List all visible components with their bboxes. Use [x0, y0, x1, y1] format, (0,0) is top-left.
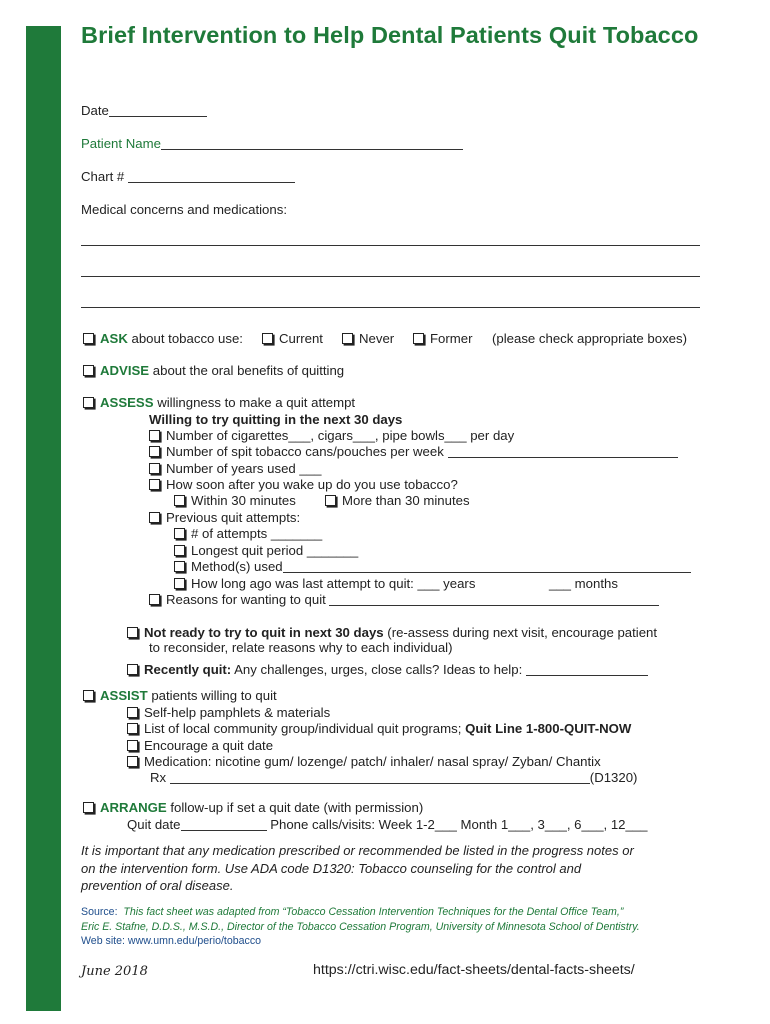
years-item — [149, 461, 321, 476]
ask-keyword: ASK — [100, 331, 128, 346]
years-checkbox[interactable] — [149, 463, 160, 474]
arrange-checkbox[interactable] — [83, 802, 94, 813]
quit-date-label: Quit date — [127, 817, 181, 832]
spit-item — [149, 444, 678, 459]
chart-number-label: Chart # — [81, 169, 125, 184]
ask-note: (please check appropriate boxes) — [492, 331, 687, 346]
willing-heading: Willing to try quitting in the next 30 days — [149, 412, 403, 427]
quit-date-row — [127, 817, 648, 832]
assist-keyword: ASSIST — [100, 688, 148, 703]
programs-label: List of local community group/individual quit programs; — [144, 721, 462, 736]
medication-checkbox[interactable] — [127, 756, 138, 767]
assess-row — [83, 395, 355, 410]
more-30-item — [325, 493, 470, 508]
methods-label: Method(s) used — [191, 559, 283, 574]
recently-quit-item — [127, 662, 648, 677]
how-long-checkbox[interactable] — [174, 578, 185, 589]
source-line-1: This fact sheet was adapted from “Tobacco Cessation Intervention Techniques for the Dental Office Team,” — [123, 906, 624, 918]
encourage-item — [127, 738, 273, 753]
reasons-checkbox[interactable] — [149, 594, 160, 605]
source-label: Source: — [81, 906, 118, 918]
current-checkbox[interactable] — [262, 333, 273, 344]
never-checkbox[interactable] — [342, 333, 353, 344]
assess-checkbox[interactable] — [83, 397, 94, 408]
ask-option-former[interactable] — [413, 331, 473, 346]
advise-keyword: ADVISE — [100, 363, 150, 378]
spit-checkbox[interactable] — [149, 446, 160, 457]
advise-text: about the oral benefits of quitting — [152, 363, 345, 378]
encourage-checkbox[interactable] — [127, 740, 138, 751]
within-30-checkbox[interactable] — [174, 495, 185, 506]
date-label: Date — [81, 103, 109, 118]
longest-item — [174, 543, 358, 558]
methods-item — [174, 559, 691, 574]
current-label: Current — [279, 331, 323, 346]
methods-checkbox[interactable] — [174, 561, 185, 572]
reasons-label: Reasons for wanting to quit — [166, 592, 326, 607]
recently-quit-checkbox[interactable] — [127, 664, 138, 675]
assist-checkbox[interactable] — [83, 690, 94, 701]
how-long-label: How long ago was last attempt to quit: ___ years — [191, 576, 476, 591]
arrange-row — [83, 800, 423, 815]
medical-line-1[interactable] — [81, 245, 700, 246]
former-checkbox[interactable] — [413, 333, 424, 344]
programs-checkbox[interactable] — [127, 723, 138, 734]
source-line-2: Eric E. Stafne, D.D.S., M.S.D., Director of the Tobacco Cessation Program, University of Minnesota School of Dentistry. — [81, 920, 640, 933]
attempts-item — [174, 526, 322, 541]
ask-option-current[interactable] — [262, 331, 323, 346]
cigarettes-item — [149, 428, 514, 443]
arrange-keyword: ARRANGE — [100, 800, 167, 815]
months-label: ___ months — [549, 576, 618, 591]
assess-keyword: ASSESS — [100, 395, 154, 410]
phone-calls-label: Phone calls/visits: Week 1-2___ Month 1___, 3___, 6___, 12___ — [270, 817, 648, 832]
longest-label: Longest quit period _______ — [191, 543, 359, 558]
assist-text: patients willing to quit — [151, 688, 277, 703]
never-label: Never — [359, 331, 395, 346]
rx-code: (D1320) — [589, 770, 638, 785]
website-label: Web site: — [81, 935, 125, 947]
quit-date-line[interactable] — [181, 819, 267, 831]
assist-row — [83, 688, 277, 703]
reasons-item — [149, 592, 659, 607]
ask-row — [83, 331, 243, 346]
patient-name-line[interactable] — [161, 138, 463, 150]
how-soon-label: How soon after you wake up do you use tobacco? — [166, 477, 458, 492]
spit-label: Number of spit tobacco cans/pouches per week — [166, 444, 444, 459]
cigarettes-checkbox[interactable] — [149, 430, 160, 441]
programs-item — [127, 721, 631, 736]
medical-line-2[interactable] — [81, 276, 700, 277]
assess-text: willingness to make a quit attempt — [157, 395, 356, 410]
pamphlets-item — [127, 705, 330, 720]
previous-label: Previous quit attempts: — [166, 510, 301, 525]
medical-line-3[interactable] — [81, 307, 700, 308]
recently-quit-bold: Recently quit: — [144, 662, 232, 677]
rx-line[interactable] — [170, 772, 590, 784]
recently-quit-line[interactable] — [526, 664, 648, 676]
ask-checkbox[interactable] — [83, 333, 94, 344]
website-link[interactable]: www.umn.edu/perio/tobacco — [127, 935, 262, 947]
former-label: Former — [430, 331, 473, 346]
how-soon-item — [149, 477, 458, 492]
not-ready-text: (re-assess during next visit, encourage patient — [387, 625, 658, 640]
previous-item — [149, 510, 300, 525]
attempts-label: # of attempts _______ — [191, 526, 323, 541]
encourage-label: Encourage a quit date — [144, 738, 274, 753]
how-long-item — [174, 576, 475, 591]
recently-quit-text: Any challenges, urges, close calls? Ideas to help: — [234, 662, 523, 677]
date-field[interactable] — [81, 103, 207, 118]
reasons-line[interactable] — [329, 594, 659, 606]
pamphlets-label: Self-help pamphlets & materials — [144, 705, 331, 720]
footer-date: June 2018 — [81, 964, 148, 979]
spit-line[interactable] — [448, 446, 678, 458]
more-30-label: More than 30 minutes — [342, 493, 470, 508]
rx-label: Rx — [150, 770, 167, 785]
chart-number-line[interactable] — [128, 171, 295, 183]
green-sidebar-bar — [26, 26, 61, 1011]
patient-name-field[interactable] — [81, 136, 463, 151]
attempts-checkbox[interactable] — [174, 528, 185, 539]
page-title: Brief Intervention to Help Dental Patients Quit Tobacco — [81, 22, 699, 48]
footer-url-link[interactable]: https://ctri.wisc.edu/fact-sheets/dental-facts-sheets/ — [313, 962, 635, 978]
quitline-label: Quit Line 1-800-QUIT-NOW — [465, 721, 632, 736]
within-30-item — [174, 493, 296, 508]
patient-name-label: Patient Name — [81, 136, 161, 151]
ask-option-never[interactable] — [342, 331, 394, 346]
not-ready-text-2: to reconsider, relate reasons why to each individual) — [149, 640, 453, 655]
ask-text: about tobacco use: — [131, 331, 243, 346]
medical-concerns-label: Medical concerns and medications: — [81, 202, 287, 217]
within-30-label: Within 30 minutes — [191, 493, 296, 508]
not-ready-bold: Not ready to try to quit in next 30 days — [144, 625, 384, 640]
not-ready-item — [127, 625, 657, 640]
date-line[interactable] — [109, 105, 207, 117]
previous-checkbox[interactable] — [149, 512, 160, 523]
how-soon-checkbox[interactable] — [149, 479, 160, 490]
cigarettes-label: Number of cigarettes___, cigars___, pipe bowls___ per day — [166, 428, 515, 443]
source-block — [81, 905, 721, 949]
arrange-text: follow-up if set a quit date (with permission) — [170, 800, 424, 815]
chart-number-field[interactable] — [81, 169, 295, 184]
advise-row — [83, 363, 344, 378]
longest-checkbox[interactable] — [174, 545, 185, 556]
methods-line[interactable] — [283, 561, 691, 573]
medication-label: Medication: nicotine gum/ lozenge/ patch/ inhaler/ nasal spray/ Zyban/ Chantix — [144, 754, 601, 769]
years-label: Number of years used ___ — [166, 461, 322, 476]
pamphlets-checkbox[interactable] — [127, 707, 138, 718]
rx-item — [150, 770, 637, 785]
more-30-checkbox[interactable] — [325, 495, 336, 506]
medication-item — [127, 754, 601, 769]
medication-note: It is important that any medication prescribed or recommended be listed in the progress notes or on the intervention form. Use ADA code D1320: Tobacco counseling for the control and prevention of oral disease. — [81, 843, 634, 893]
advise-checkbox[interactable] — [83, 365, 94, 376]
not-ready-checkbox[interactable] — [127, 627, 138, 638]
